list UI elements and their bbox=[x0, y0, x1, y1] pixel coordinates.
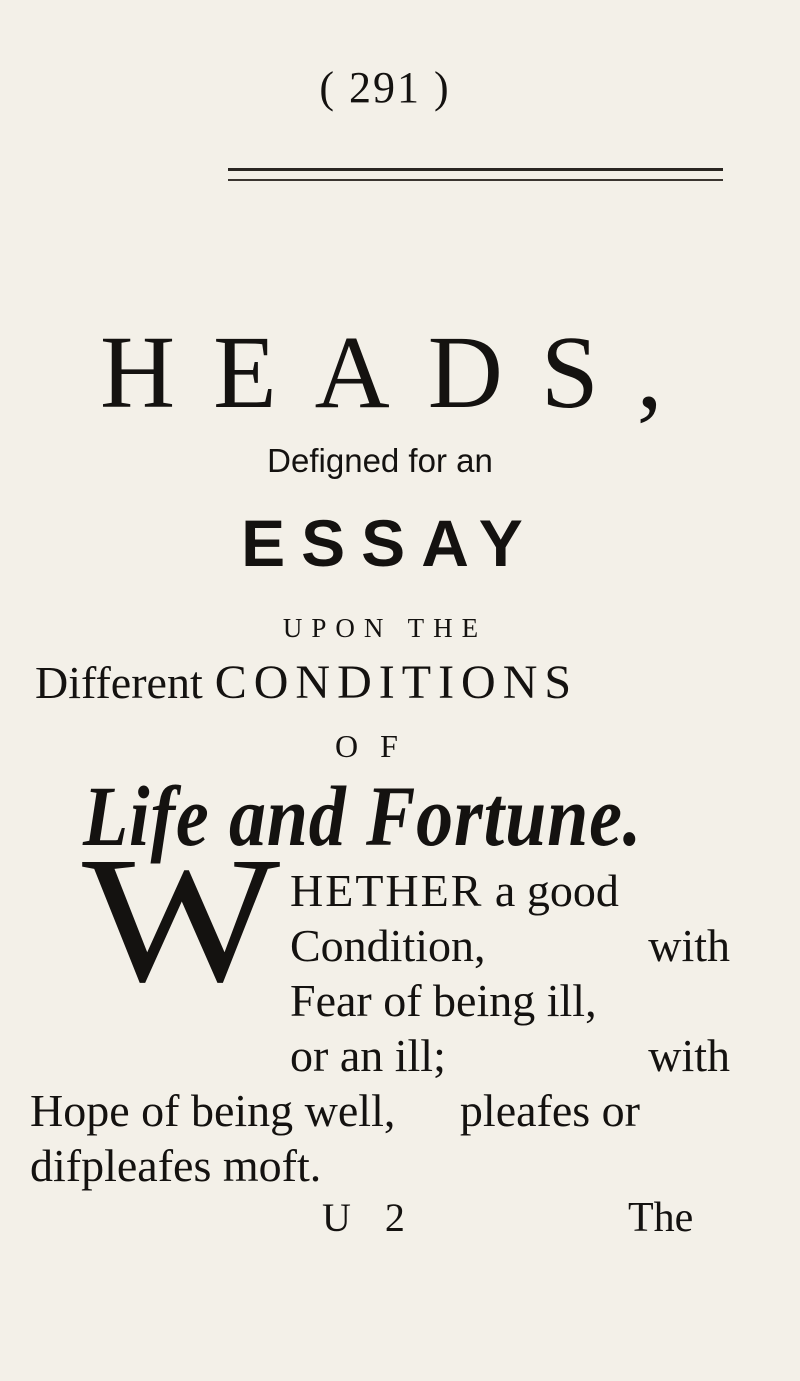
body-line-4-a: or an ill; bbox=[290, 1030, 446, 1081]
body-line-6: difpleafes moft. bbox=[30, 1140, 322, 1191]
section-title-text: HEADS, bbox=[100, 315, 701, 430]
conditions-line bbox=[35, 655, 578, 710]
body-line-2-b: with bbox=[648, 920, 730, 971]
signature-mark: U 2 bbox=[322, 1195, 417, 1240]
body-line-4-b: with bbox=[648, 1030, 730, 1081]
section-title bbox=[0, 315, 800, 430]
header-rule-thin bbox=[228, 179, 723, 181]
life-and-fortune: Life and Fortune. bbox=[83, 768, 643, 864]
upon-the: UPON THE bbox=[282, 613, 488, 643]
of-word: OF bbox=[335, 728, 420, 764]
subtitle: Defigned for an bbox=[267, 442, 493, 479]
drop-cap: W bbox=[82, 820, 281, 1020]
body-line-5-a: Hope of being well, bbox=[30, 1085, 396, 1136]
header-rule-thick bbox=[228, 168, 723, 171]
essay-heading: ESSAY bbox=[241, 506, 539, 580]
body-line-3: Fear of being ill, bbox=[290, 975, 597, 1026]
body-line-1-caps: HETHER bbox=[290, 865, 484, 916]
conditions-word: CONDITIONS bbox=[214, 656, 579, 709]
body-line-1-rest: a good bbox=[483, 865, 619, 916]
body-line-2-a: Condition, bbox=[290, 920, 486, 971]
body-line-4 bbox=[290, 1029, 730, 1082]
body-line-2 bbox=[290, 919, 730, 972]
body-line-5-b: pleafes or bbox=[459, 1085, 640, 1136]
page-number: ( 291 ) bbox=[319, 63, 451, 112]
catchword: The bbox=[628, 1195, 694, 1241]
body-line-5 bbox=[30, 1084, 640, 1137]
different-word: Different bbox=[35, 657, 203, 708]
body-line-1 bbox=[290, 864, 619, 917]
